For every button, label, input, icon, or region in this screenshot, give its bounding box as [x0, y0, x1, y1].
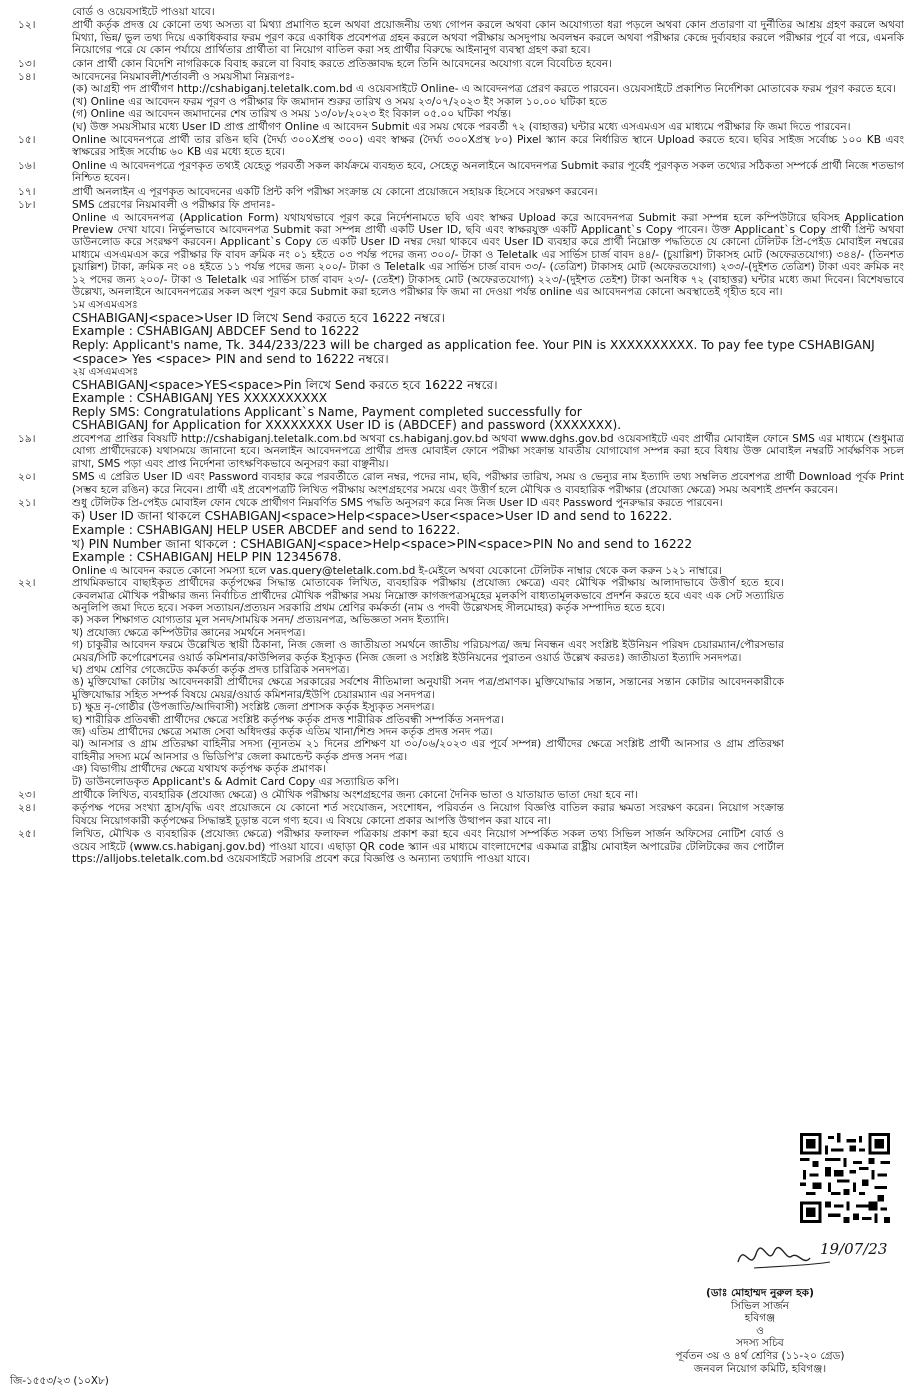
clause-line: ঝ) আনসার ও গ্রাম প্রতিরক্ষা বাহিনীর সদস্য (ন্যূনতম ২১ দিনের প্রশিক্ষণ যা ৩০/০৬/২০২৩ এর পূর্বে সম্পন্ন) প্রার্থীদের ক্ষেত্রে সংশ্লিষ্ট প্রার্থী আনসার ও গ্রাম প্রতিরক্ষা বাহিনীর সদস্য মর্মে আনসার ও ভিডিপি'র জেলা কমান্ডেন্ট কর্তৃক প্রদত্ত সনদ পত্র। [72, 738, 784, 763]
clause-number: ১৬। [18, 159, 36, 172]
clause-row [10, 134, 904, 159]
clause-line: SMS প্রেরণের নিয়মাবলী ও পরীক্ষার ফি প্রদানঃ- [72, 199, 276, 212]
online-help-line: Online এ আবেদন করতে কোনো সমস্যা হলে vas.query@teletalk.com.bd ই-মেইলে অথবা যেকোনো টেলিটক নাম্বার থেকে কল করুন ১২১ নাম্বারে। [72, 564, 722, 577]
clause-line: (গ) Online এর আবেদন জমাদানের শেষ তারিখ ও সময় ১৩/০৮/২০২৩ ইং বিকাল ০৫.০০ ঘটিকা পর্যন্ত। [72, 108, 512, 121]
clause-body [72, 577, 784, 788]
sms-second-example: Example : CSHABIGANJ YES XXXXXXXXXX [72, 391, 328, 406]
clause-body [72, 186, 904, 198]
clause-number: ২২। [18, 577, 36, 590]
sms-second-command: CSHABIGANJ<space>YES<space>Pin লিখে Send করতে হবে 16222 নম্বরে। [72, 377, 498, 392]
clause-row [10, 199, 904, 298]
clause-number: ২৪। [18, 802, 36, 815]
clause-number: ২৩। [18, 789, 36, 802]
clause-row [10, 19, 904, 56]
clause-line: ট) ডাউনলোডকৃত Applicant's & Admit Card Copy এর সত্যায়িত কপি। [72, 775, 399, 788]
clause-body [72, 134, 904, 159]
clause-line: (ক) আগ্রহী পদ প্রার্থীগণ http://cshabiganj.teletalk.com.bd এ ওয়েবসাইটে Online- এ আবেদনপত্র প্রেরণ করতে পারবেন। ওয়েবসাইটে প্রকাশিত নির্দেশিকা মোতাবেক ফরম পূরণ করতে হবে। [72, 83, 897, 96]
conditions-section-3 [10, 577, 904, 865]
sms-first-example: Example : CSHABIGANJ ABDCEF Send to 16222 [72, 324, 360, 339]
clause-row [10, 186, 904, 198]
sms-first-heading: ১ম এসএমএসঃ [72, 299, 138, 312]
clause-line: ক) সকল শিক্ষাগত যোগ্যতার মূল সনদ/সাময়িক সনদ/ প্রত্যয়নপত্র, অভিজ্ঞতা সনদ ইত্যাদি। [72, 614, 449, 627]
clause-line: চ) ক্ষুদ্র নৃ-গোষ্ঠীর (উপজাতি/আদিবাসী) সংশ্লিষ্ট জেলা প্রশাসক কর্তৃক ইস্যুকৃত সনদপত্র। [72, 701, 435, 714]
clause-row [10, 577, 784, 788]
sms-instructions [10, 299, 904, 433]
signature-date: 19/07/23 [820, 1240, 888, 1258]
clause-number: ১৯। [18, 432, 36, 445]
clause-row [10, 6, 904, 18]
clause-body [72, 802, 784, 827]
clause-body [72, 71, 904, 133]
clause-line: ঞ) বিভাগীয় প্রার্থীদের ক্ষেত্রে যথাযথ কর্তৃপক্ষ কর্তৃক প্রমাণক। [72, 763, 326, 776]
conditions-section-2 [10, 433, 904, 509]
recovery-pin: খ) PIN Number জানা থাকলে : CSHABIGANJ<space>Help<space>PIN<space>PIN No and send to 16222 [72, 536, 693, 551]
clause-body [72, 6, 904, 18]
clause-line: জ) এতিম প্রার্থীদের ক্ষেত্রে সমাজ সেবা অধিদপ্তর কর্তৃক এতিম খানা/শিশু সদন কর্তৃক প্রদত্ত সনদ পত্র। [72, 726, 493, 738]
clause-body [72, 789, 784, 801]
clause-line: Online এ আবেদনপত্রে পূরণকৃত তথ্যই যেহেতু পরবর্তী সকল কার্যক্রমে ব্যবহৃত হবে, সেহেতু অনলাইনে আবেদনপত্র Submit করার পূর্বেই পূরণকৃত সকল তথ্যের সঠিকতা সম্পর্কে প্রার্থী নিজে শতভাগ নিশ্চিত হবেন। [72, 159, 904, 185]
clause-number: ২৫। [18, 828, 36, 841]
clause-row [10, 433, 904, 470]
recovery-instructions [10, 510, 904, 577]
handwritten-signature [734, 1232, 894, 1278]
clause-body [72, 497, 904, 509]
clause-line: ছ) শারীরিক প্রতিবন্ধী প্রার্থীদের ক্ষেত্রে সংশ্লিষ্ট কর্তৃপক্ষ কর্তৃক প্রদত্ত শারীরিক প্রতিবন্ধী সম্পর্কিত সনদপত্র। [72, 713, 504, 726]
clause-line: Online এ আবেদনপত্র (Application Form) যথাযথভাবে পূরণ করে নির্দেশনামতে ছবি এবং স্বাক্ষর Upload করে আবেদনপত্র Submit করা সম্পন্ন হলে কম্পিউটারে ছবিসহ Application Preview দেখা যাবে। নির্ভুলভাবে আবেদনপত্র Submit করা সম্পন্ন প্রার্থী একটি User ID, ছবি এবং স্বাক্ষরযুক্ত একটি Applicant`s Copy পাবেন। উক্ত Applicant`s Copy প্রার্থী প্রিন্ট অথবা ডাউনলোড করে সংরক্ষণ করবেন। Applicant`s Copy তে একটি User ID নম্বর দেয়া থাকবে এবং User ID ব্যবহার করে প্রার্থী নিম্নোক্ত পদ্ধতিতে যে কোনো টেলিটক প্রি-পেইড মোবাইল নম্বরের মাধ্যমে এসএমএস করে পরীক্ষার ফি বাবদ ক্রমিক নং ০১ হইতে ০৩ পর্যন্ত পদের জন্য ৩০০/- টাকা ও Teletalk এর সার্ভিস চার্জ বাবদ ৪৪/- (চুয়াল্লিশ) টাকাসহ মোট (অফেরতযোগ্য) ৩৪৪/- (তিনশত চুয়াল্লিশ) টাকা, ক্রমিক নং ০৪ হইতে ১১ পর্যন্ত পদের জন্য ২০০/- টাকা ও Teletalk এর সার্ভিস চার্জ বাবদ ৩৩/- (তেত্রিশ) টাকাসহ মোট (অফেরতযোগ্য) ২৩৩/-(দুইশত তেত্রিশ) টাকা এবং ক্রমিক নং ১২ পদের জন্য ২০০/- টাকা ও Teletalk এর সার্ভিস চার্জ বাবদ ২৩/- (তেইশ) টাকাসহ মোট (অফেরতযোগ্য) ২২৩/-(দুইশত তেইশ) টাকা অনধিক ৭২ (বাহাত্তর) ঘন্টার মধ্যে জমা দিবেন। বিশেষভাবে উল্লেখ্য, অনলাইনে আবেদনপত্রের সকল অংশ পূরণ করে Submit করা হলেও পরীক্ষার ফি জমা না দেওয়া পর্যন্ত online এর আবেদনপত্র কোনো অবস্থাতেই গৃহীত হবে না। [72, 211, 904, 298]
signatory-and: ও [756, 1324, 764, 1337]
sms-first-command: CSHABIGANJ<space>User ID লিখে Send করতে হবে 16222 নম্বরে। [72, 310, 445, 325]
clause-line: ঙ) মুক্তিযোদ্ধা কোটায় আবেদনকারী প্রার্থীদের ক্ষেত্রে সরকারের সর্বশেষ নীতিমালা অনুযায়ী সনদ পত্র/প্রমাণক। মুক্তিযোদ্ধার সন্তান, সন্তানের সন্তান কোটার আবেদনকারীকে মুক্তিযোদ্ধার সহিত সম্পর্ক বিষয়ে মেয়র/ওয়ার্ড কমিশনার/ইউপি চেয়ারম্যান এর সনদপত্র। [72, 676, 784, 701]
clause-line: কোন প্রার্থী কোন বিদেশি নাগরিককে বিবাহ করলে বা বিবাহ করতে প্রতিজ্ঞাবদ্ধ হলে তিনি আবেদনের অযোগ্য বলে বিবেচিত হবেন। [72, 57, 612, 70]
clause-body [72, 199, 904, 298]
sms-first-reply: Reply: Applicant's name, Tk. 344/233/223 will be charged as application fee. Your PIN is XXXXXXXXXX. To pay fee type CSHABIGANJ <space> Yes <space> PIN and send to 16222 নম্বরে। [72, 337, 875, 366]
footer-reference: জি-১৫৫৩/২৩ (১০X৮) [10, 1375, 109, 1387]
clause-body [72, 160, 904, 185]
clause-row [10, 497, 904, 509]
clause-line: SMS এ প্রেরিত User ID এবং Password ব্যবহার করে পরবর্তীতে রোল নম্বর, পদের নাম, ছবি, পরীক্ষার তারিখ, সময় ও ভেন্যুর নাম ইত্যাদি তথ্য সম্বলিত প্রবেশপত্র প্রার্থী Download পূর্বক Print (সম্ভব হলে রঙিন) করে নিবেন। প্রার্থী এই প্রবেশপত্রটি লিখিত পরীক্ষায় অংশগ্রহণের সময়ে এবং উত্তীর্ণ হলে মৌখিক ও ব্যবহারিক পরীক্ষার (প্রযোজ্য ক্ষেত্রে) সময় অবশ্যই প্রদর্শন করবেন। [72, 471, 904, 496]
clause-line: (খ) Online এর আবেদন ফরম পূরণ ও পরীক্ষার ফি জমাদান শুরুর তারিখ ও সময় ২৩/০৭/২০২৩ ইং সকাল ১০.০০ ঘটিকা হতে [72, 95, 608, 108]
clause-number: ১৩। [18, 57, 36, 70]
clause-line: ঘ) প্রথম শ্রেণির গেজেটেড কর্মকর্তা কর্তৃক প্রদত্ত চারিত্রিক সনদপত্র। [72, 663, 350, 676]
clause-line: বোর্ড ও ওয়েবসাইটে পাওয়া যাবে। [72, 6, 215, 18]
clause-line: Online আবেদনপত্রে প্রার্থী তার রঙিন ছবি (দৈর্ঘ্য ৩০০Xপ্রস্থ ৩০০) এবং স্বাক্ষর (দৈর্ঘ্য ৩০০Xপ্রস্থ ৮০) Pixel স্ক্যান করে নির্ধারিত স্থানে Upload করতে হবে। ছবির সাইজ সর্বোচ্চ ১০০ KB এবং স্বাক্ষরের সাইজ সর্বোচ্চ ৬০ KB এর মধ্যে হতে হবে। [72, 134, 904, 159]
clause-line: প্রাথমিকভাবে বাছাইকৃত প্রার্থীদের কর্তৃপক্ষের সিদ্ধান্ত মোতাবেক লিখিত, ব্যবহারিক পরীক্ষায় (প্রযোজ্য ক্ষেত্রে) এবং মৌখিক পরীক্ষায় আলাদাভাবে উত্তীর্ণ হতে হবে। কেবলমাত্র মৌখিক পরীক্ষার জন্য নির্বাচিত প্রার্থীদের মৌখিক পরীক্ষার সময় নিম্নোক্ত কাগজপত্রসমূহের মূলকপি বাধ্যতামূলকভাবে প্রদর্শন করতে হবে এবং এক সেট সত্যায়িত অনুলিপি জমা দিতে হবে। সকল সত্যায়ন/প্রত্যয়ন সরকারি প্রথম শ্রেণির কর্মকর্তা (নাম ও পদবী উল্লেখসহ সীলমোহর) কর্তৃক সম্পাদিত হতে হবে। [72, 577, 784, 614]
clause-row [10, 471, 904, 496]
clause-number: ১৫। [18, 134, 36, 147]
signatory-committee-line2: জনবল নিয়োগ কমিটি, হবিগঞ্জ। [693, 1362, 827, 1375]
clause-line: খ) প্রযোজ্য ক্ষেত্রে কম্পিউটার জ্ঞানের সমর্থনে সনদপত্র। [72, 626, 306, 639]
sms-second-heading: ২য় এসএমএসঃ [72, 366, 139, 379]
clause-body [72, 433, 904, 470]
clause-body [72, 19, 904, 56]
clause-line: লিখিত, মৌখিক ও ব্যবহারিক (প্রযোজ্য ক্ষেত্রে) পরীক্ষার ফলাফল পত্রিকায় প্রকাশ করা হবে এবং নিয়োগ সম্পর্কিত সকল তথ্য সিভিল সার্জন অফিসের নোটিশ বোর্ড ও ওয়েব সাইটে (www.cs.habiganj.gov.bd) পাওয়া যাবে। এছাড়া QR code স্ক্যান এর মাধ্যমে বাংলাদেশের একমাত্র রাষ্ট্রীয় মোবাইল অপারেটর টেলিটকের জব পোর্টাল ttps://alljobs.teletalk.com.bd ওয়েবসাইটে সরাসরি প্রবেশ করে বিজ্ঞপ্তি ও অন্যান্য তথ্যাদি পাওয়া যাবে। [72, 828, 784, 866]
clause-body [72, 58, 904, 70]
signatory-role: সদস্য সচিব [736, 1337, 784, 1350]
clause-line: কর্তৃপক্ষ পদের সংখ্যা হ্রাস/বৃদ্ধি এবং প্রয়োজনে যে কোনো শর্ত সংযোজন, সংশোধন, পরিবর্তন ও নিয়োগ বিজ্ঞপ্তি বাতিল করার ক্ষমতা সংরক্ষণ করেন। নিয়োগ সংক্রান্ত বিষয়ে নিয়োগকারী কর্তৃপক্ষের সিদ্ধান্তই চূড়ান্ত বলে গণ্য হবে। এ বিষয়ে কোনো প্রকার আপত্তি উত্থাপন করা যাবে না। [72, 802, 784, 827]
clause-number: ১২। [18, 19, 36, 32]
clause-row [10, 160, 904, 185]
sms-second-reply-line2: CSHABIGANJ for Application for XXXXXXXX User ID is (ABDCEF) and password (XXXXXXX). [72, 418, 622, 433]
clause-row [10, 828, 784, 865]
clause-line: প্রার্থী কর্তৃক প্রদত্ত যে কোনো তথ্য অসত্য বা মিথ্যা প্রমাণিত হলে অথবা প্রয়োজনীয় তথ্য গোপন করলে অথবা কোন অযোগ্যতা ধরা পড়লে অথবা কোন প্রতারণা বা দুর্নীতির আশ্রয় গ্রহণ করলে অথবা মিথ্যা, ভিন্ন/ ভুল তথ্য দিয়ে একাধিকবার ফরম পূরণ করে একাধিক প্রবেশপত্র গ্রহন করলে অথবা পরীক্ষায় অসদুপায় অবলম্বন করলে অথবা পরীক্ষার কেন্দ্রে দুর্ব্যবহার করলে পরীক্ষার পূর্বে বা পরে, এমনকি নিয়োগের পরে যে কোন পর্যায়ে প্রার্থিতার প্রার্থীতা বা নিয়োগ বাতিল করা সহ প্রার্থীর বিরুদ্ধে আইনানুগ ব্যবস্থা গ্রহণ করা হবে। [72, 19, 904, 57]
recovery-user-id-example: Example : CSHABIGANJ HELP USER ABCDEF and send to 16222. [72, 522, 461, 537]
signatory-designation: সিভিল সার্জন [730, 1299, 790, 1312]
clause-row [10, 58, 904, 70]
clause-row [10, 802, 784, 827]
recovery-user-id: ক) User ID জানা থাকলে CSHABIGANJ<space>Help<space>User<space>User ID and send to 16222. [72, 509, 673, 524]
conditions-section-1 [10, 6, 904, 298]
clause-number: ২১। [18, 496, 36, 509]
qr-code [800, 1133, 890, 1223]
clause-line: প্রার্থী অনলাইন এ পূরণকৃত আবেদনের একটি প্রিন্ট কপি পরীক্ষা সংক্রান্ত যে কোনো প্রয়োজনে সহায়ক হিসেবে সংরক্ষণ করবেন। [72, 185, 598, 198]
recovery-pin-example: Example : CSHABIGANJ HELP PIN 12345678. [72, 550, 342, 565]
signatory-committee-line1: পূর্বতন ৩য় ও ৪র্থ শ্রেণির (১১-২০ গ্রেড) [675, 1349, 845, 1362]
sms-second-reply-line1: Reply SMS: Congratulations Applicant`s Name, Payment completed successfully for [72, 404, 582, 419]
clause-line: শুধু টেলিটক প্রি-পেইড মোবাইল ফোন থেকে প্রার্থীগণ নিম্নবর্ণিত SMS পদ্ধতি অনুসরণ করে নিজ নিজ User ID এবং Password পুনরুদ্ধার করতে পারবেন। [72, 496, 723, 509]
clause-line: (ঘ) উক্ত সময়সীমার মধ্যে User ID প্রাপ্ত প্রার্থীগণ Online এ আবেদন Submit এর সময় থেকে পরবর্তী ৭২ (বাহাত্তর) ঘন্টার মধ্যে এসএমএস এর মাধ্যমে পরীক্ষার ফি জমা দিতে পারবেন। [72, 120, 851, 133]
clause-row [10, 789, 784, 801]
signatory-block [620, 1287, 900, 1375]
clause-number: ১৭। [18, 185, 36, 198]
clause-body [72, 471, 904, 496]
signatory-district: হবিগঞ্জ [744, 1312, 776, 1325]
clause-line: প্রবেশপত্র প্রাপ্তির বিষয়টি http://cshabiganj.teletalk.com.bd অথবা cs.habiganj.gov.bd অথবা www.dghs.gov.bd ওয়েবসাইটে এবং প্রার্থীর মোবাইল ফোনে SMS এর মাধ্যমে (শুধুমাত্র যোগ্য প্রার্থীদেরকে) যথাসময়ে জানানো হবে। অনলাইন আবেদনপত্রে প্রার্থীর প্রদত্ত মোবাইল ফোনে পরীক্ষা সংক্রান্ত যাবতীয় যোগাযোগ সম্পন্ন করা হবে বিধায় উক্ত মোবাইল নম্বরটি সার্বক্ষণিক সচল রাখা, SMS পড়া এবং প্রাপ্ত নির্দেশনা তাৎক্ষণিকভাবে অনুসরণ করা বাঞ্ছনীয়। [72, 432, 904, 470]
signatory-name: (ডাঃ মোহাম্মদ নুরুল হক) [706, 1287, 814, 1299]
clause-line: প্রার্থীকে লিখিত, ব্যবহারিক (প্রযোজ্য ক্ষেত্রে) ও মৌখিক পরীক্ষায় অংশগ্রহণের জন্য কোনো দৈনিক ভাতা ও যাতায়াত ভাতা দেয়া হবে না। [72, 789, 638, 802]
clause-number: ১৪। [18, 71, 36, 84]
clause-body [72, 828, 784, 865]
clause-number: ২০। [18, 471, 36, 484]
clause-row [10, 71, 904, 133]
clause-line: গ) চাকুরীর আবেদন ফরমে উল্লেখিত স্থায়ী ঠিকানা, নিজ জেলা ও জাতীয়তা সমর্থনে জাতীয় পরিচয়পত্র/ জন্ম নিবন্ধন এবং সংশ্লিষ্ট ইউনিয়ন পরিষদ চেয়ারম্যান/পৌরসভার মেয়র/সিটি কর্পোরেশনের ওয়ার্ড কমিশনার/কাউন্সিলর কর্তৃক ইস্যুকৃত (নিজ জেলা ও সংশ্লিষ্ট ইউনিয়নের পুরাতন ওয়ার্ড উল্লেখ করতঃ) জাতীয়তা ইত্যাদি সনদপত্র। [72, 639, 784, 664]
clause-line: আবেদনের নিয়মাবলী/শর্তাবলী ও সময়সীমা নিম্নরূপঃ- [72, 71, 295, 84]
clause-number: ১৮। [18, 199, 36, 212]
